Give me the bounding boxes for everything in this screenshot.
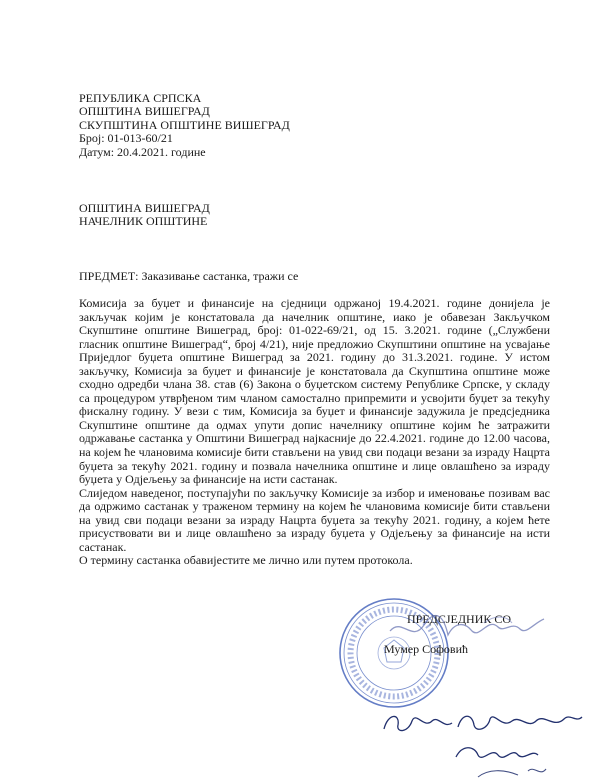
paragraph-1: Комисија за буџет и финансије на сједници одржаној 19.4.2021. године донијела је закључак којим је констатовала да начелник општине, иако је обавезан Закључком Скупштине општине Вишеград, број: 01-022-69/21, од 15. 3.2021. године („Службени гласник општине Вишеград“, број 4/21), није предложио Скупштини општине на усвајање Приједлог буџета општине Вишеград за 2021. годину до 31.3.2021. године. У истом закључку, Комисија за буџет и финансије је констатовала да Скупштина општине може сходно одредби члана 38. став (6) Закона о буџетском систему Републике Српске, у складу са процедуром утврђеном тим чланом самостално припремити и усвојити буџет за текућу фискалну годину. У вези с тим, Комисија за буџет и финансије задужила је предсједника Скупштине општине да одмах упути допис начелнику општине којим ће затражити одржавање састанка у Општини Вишеград најкасније до 22.4.2021. године до 12.00 часова, на којем ће члановима комисије бити стављени на увид сви подаци везани за израду Нацрта буџета за текућу 2021. годину и позвала начелника општине и лице овлашћено за израду буџета у Одјељењу за финансије на исти састанак. bbox=[79, 296, 550, 487]
handwritten-note bbox=[378, 699, 588, 781]
header-municipality: ОПШТИНА ВИШЕГРАД bbox=[79, 104, 210, 118]
header-assembly: СКУПШТИНА ОПШТИНЕ ВИШЕГРАД bbox=[79, 118, 290, 132]
signatory-title: ПРЕДСЈЕДНИК СО bbox=[407, 612, 512, 626]
header-date: Датум: 20.4.2021. године bbox=[79, 145, 206, 159]
letter-body bbox=[79, 297, 550, 568]
header-number: Број: 01-013-60/21 bbox=[79, 131, 173, 145]
paragraph-2: Слиједом наведеног, поступајући по закључку Комисије за избор и именовање позивам вас да одржимо састанак у траженом термину на којем ће члановима комисије бити стављени на увид сви подаци везани за израду Нацрта буџета за текућу 2021. годину, а којем ћете присуствовати ви и лице овлашћено за израду буџета у Одјељењу за финансије на исти састанак. bbox=[79, 485, 550, 554]
signatory-name: Мумер Софовић bbox=[384, 642, 468, 656]
header-republic: РЕПУБЛИКА СРПСКА bbox=[79, 91, 202, 105]
paragraph-3: О термину састанка обавијестите ме лично или путем протокола. bbox=[79, 553, 413, 568]
recipient-municipality: ОПШТИНА ВИШЕГРАД bbox=[79, 201, 210, 215]
recipient-title: НАЧЕЛНИК ОПШТИНЕ bbox=[79, 214, 208, 228]
subject-line: ПРЕДМЕТ: Заказивање састанка, тражи се bbox=[79, 269, 299, 283]
